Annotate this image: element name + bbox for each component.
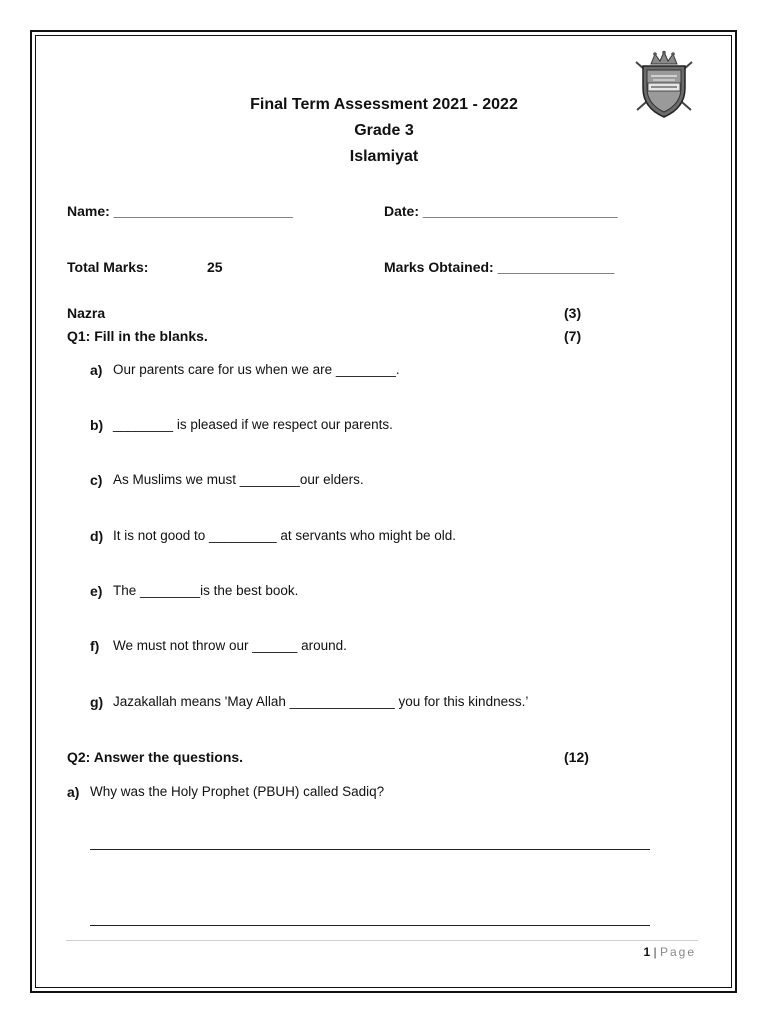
- q2-title: Q2: Answer the questions.: [67, 749, 244, 765]
- q1-item-text: The ________is the best book.: [113, 583, 299, 598]
- q1-item-letter: b): [90, 417, 104, 433]
- page-number: 1: [643, 945, 651, 959]
- grade-title: Grade 3: [354, 122, 414, 139]
- total-marks-value: 25: [207, 259, 223, 275]
- q2-item-letter: a): [67, 784, 80, 800]
- q1-item-letter: d): [90, 528, 104, 544]
- q1-marks: (7): [564, 328, 582, 344]
- q1-item-letter: g): [90, 694, 104, 710]
- q1-item-text: ________ is pleased if we respect our parents.: [113, 417, 393, 432]
- q1-item-text: It is not good to _________ at servants who might be old.: [113, 528, 456, 543]
- nazra-marks: (3): [564, 305, 582, 321]
- subject-title: Islamiyat: [349, 148, 419, 165]
- q2-marks: (12): [564, 749, 589, 765]
- nazra-label: Nazra: [67, 305, 106, 321]
- page-footer: [643, 945, 696, 959]
- q2-item-text: Why was the Holy Prophet (PBUH) called Sadiq?: [90, 784, 385, 799]
- q1-item-letter: f): [90, 638, 100, 654]
- q1-item-letter: e): [90, 583, 103, 599]
- q1-title: Q1: Fill in the blanks.: [67, 328, 208, 344]
- q1-item-text: Our parents care for us when we are ________.: [113, 362, 400, 377]
- assessment-title: Final Term Assessment 2021 - 2022: [250, 96, 518, 113]
- answer-line: [90, 849, 650, 850]
- q1-item-letter: c): [90, 472, 103, 488]
- page-border-inner: [35, 35, 732, 988]
- page-label: Page: [659, 945, 696, 959]
- footer-divider: [66, 940, 698, 941]
- footer-separator: |: [653, 945, 657, 959]
- q1-item-letter: a): [90, 362, 103, 378]
- q1-item-text: Jazakallah means 'May Allah ______________ you for this kindness.’: [113, 694, 529, 709]
- total-marks-label: Total Marks:: [67, 259, 149, 275]
- answer-line: [90, 925, 650, 926]
- q1-item-text: We must not throw our ______ around.: [113, 638, 347, 653]
- name-field: Name: _______________________: [67, 203, 293, 219]
- date-field: Date: _________________________: [384, 203, 618, 219]
- marks-obtained-field: Marks Obtained: _______________: [384, 259, 615, 275]
- q1-item-text: As Muslims we must ________our elders.: [113, 472, 364, 487]
